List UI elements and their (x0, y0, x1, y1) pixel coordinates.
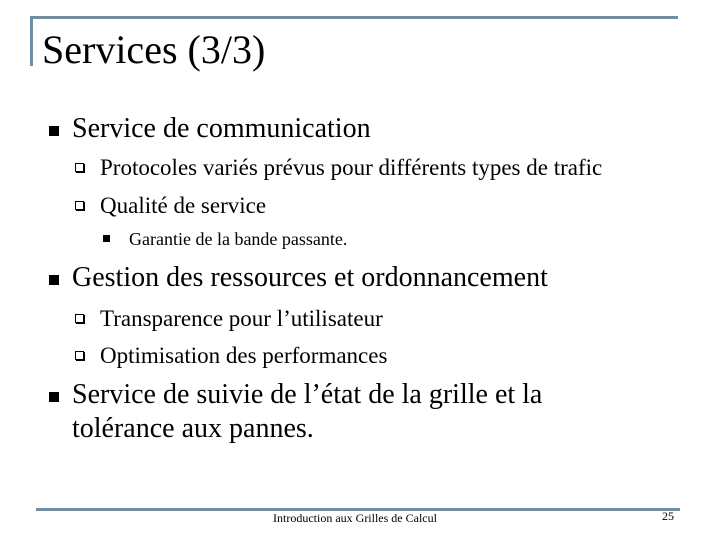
bullet-item-level1: Gestion des ressources et ordonnancement (72, 262, 548, 293)
square-bullet-icon (49, 392, 59, 402)
bullet-item-level2: Transparence pour l’utilisateur (100, 306, 383, 331)
bullet-item-level2: Optimisation des performances (100, 343, 388, 368)
slide-title: Services (3/3) (42, 27, 266, 72)
footer-title: Introduction aux Grilles de Calcul (273, 511, 437, 525)
hollow-square-bullet-icon (75, 351, 84, 360)
bullet-item-level2: Qualité de service (100, 193, 267, 218)
square-bullet-icon (49, 126, 59, 136)
page-number: 25 (662, 509, 674, 523)
bullet-item-level1: Service de communication (72, 113, 371, 144)
bullet-item-level2: Protocoles variés prévus pour différents types de trafic (100, 155, 603, 180)
square-bullet-icon (49, 275, 59, 285)
bullet-item-level1: Service de suivie de l’état de la grille et la tolérance aux pannes. (72, 379, 543, 444)
hollow-square-bullet-icon (75, 201, 84, 210)
bullet-item-level3: Garantie de la bande passante. (129, 229, 348, 249)
hollow-square-bullet-icon (75, 163, 84, 172)
hollow-square-bullet-icon (75, 314, 84, 323)
small-square-bullet-icon (103, 235, 110, 242)
